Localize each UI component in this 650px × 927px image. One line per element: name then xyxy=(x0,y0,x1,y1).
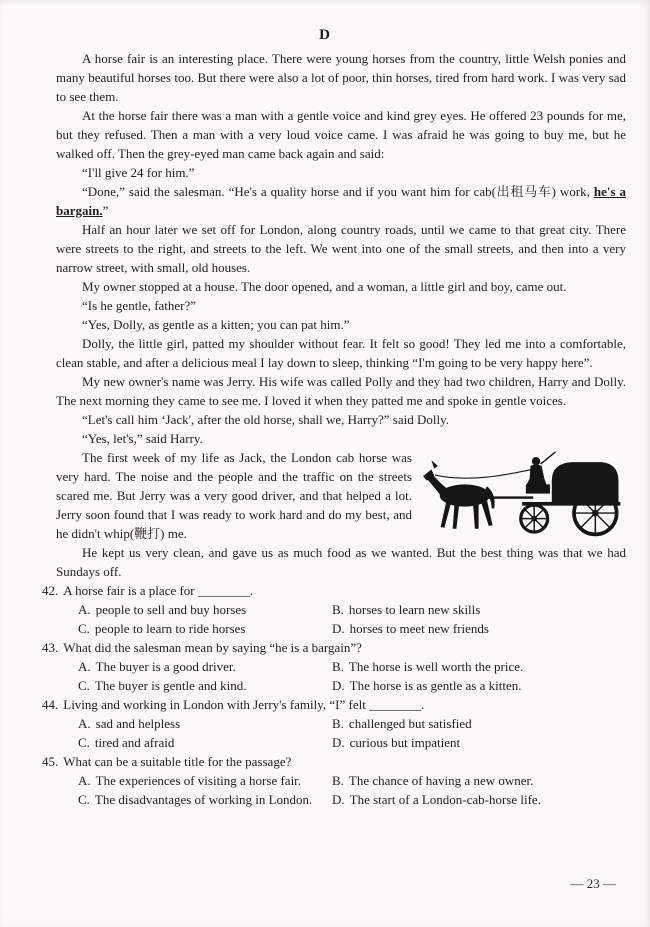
paragraph-text: “Done,” said the salesman. “He's a quality horse and if you want him for cab(出租马车) work, xyxy=(82,184,594,199)
page-content xyxy=(0,49,650,809)
passage-paragraph: The first week of my life as Jack, the London cab horse was very hard. The noise and the people and the traffic on the streets scared me. But Jerry was a very good driver, and that helped a lot. Jerry soon found that I was ready to work hard and do my best, and he didn't whip(鞭打) me. xyxy=(56,450,412,541)
passage-paragraph: “Let's call him ‘Jack', after the old horse, shall we, Harry?” said Dolly. xyxy=(82,412,449,427)
question-stem: What can be a suitable title for the passage? xyxy=(63,754,292,769)
questions-section xyxy=(42,581,626,809)
answer-option-a xyxy=(78,771,332,790)
question-45 xyxy=(42,752,626,809)
answer-option-c xyxy=(78,676,332,695)
answer-option-b xyxy=(332,714,626,733)
answer-option-c xyxy=(78,619,332,638)
option-text: challenged but satisfied xyxy=(348,716,472,731)
option-text: tired and afraid xyxy=(94,735,175,750)
option-label: A. xyxy=(78,602,91,617)
passage-paragraph: Half an hour later we set off for London, along country roads, until we came to that great city. There were streets to the right, and streets to the left. We went into one of the small streets, and then into a very narrow street, with small, old houses. xyxy=(56,222,626,275)
option-label: D. xyxy=(332,735,345,750)
question-options xyxy=(78,771,626,809)
answer-option-b xyxy=(332,657,626,676)
option-label: C. xyxy=(78,678,90,693)
question-stem-row xyxy=(42,695,626,714)
question-options xyxy=(78,600,626,638)
passage-paragraph: My new owner's name was Jerry. His wife was called Polly and they had two children, Harry and Dolly. The next morning they came to see me. I loved it when they patted me and spoke in gentle voices. xyxy=(56,374,626,408)
answer-option-d xyxy=(332,733,626,752)
option-text: horses to meet new friends xyxy=(349,621,489,636)
option-label: D. xyxy=(332,621,345,636)
answer-option-b xyxy=(332,600,626,619)
option-label: B. xyxy=(332,773,344,788)
option-label: C. xyxy=(78,621,90,636)
option-text: people to learn to ride horses xyxy=(94,621,246,636)
question-number: 45. xyxy=(42,754,59,769)
passage-paragraph xyxy=(56,182,626,220)
page-number: — 23 — xyxy=(570,876,616,891)
passage-paragraph: My owner stopped at a house. The door opened, and a woman, a little girl and boy, came out. xyxy=(82,279,567,294)
passage-paragraph: “Yes, let's,” said Harry. xyxy=(82,431,203,446)
answer-option-d xyxy=(332,790,626,809)
answer-option-d xyxy=(332,676,626,695)
answer-option-d xyxy=(332,619,626,638)
option-label: A. xyxy=(78,659,91,674)
paragraph-with-illustration xyxy=(42,448,626,543)
passage-paragraph: Dolly, the little girl, patted my shoulder without fear. It felt so good! They led me into a comfortable, clean stable, and after a delicious meal I lay down to sleep, thinking “I'm going to be very happy here”. xyxy=(56,336,626,370)
paragraph-text: ” xyxy=(102,203,109,218)
question-42 xyxy=(42,581,626,638)
option-text: The start of a London-cab-horse life. xyxy=(349,792,541,807)
option-text: sad and helpless xyxy=(95,716,181,731)
option-label: D. xyxy=(332,792,345,807)
option-text: The buyer is a good driver. xyxy=(95,659,236,674)
underlined-phrase: he's a bargain. xyxy=(56,184,626,218)
option-label: B. xyxy=(332,602,344,617)
option-text: people to sell and buy horses xyxy=(95,602,247,617)
question-number: 43. xyxy=(42,640,59,655)
option-label: A. xyxy=(78,716,91,731)
question-43 xyxy=(42,638,626,695)
option-label: A. xyxy=(78,773,91,788)
passage-paragraph: “Is he gentle, father?” xyxy=(82,298,197,313)
passage-paragraph: “I'll give 24 for him.” xyxy=(82,165,195,180)
question-44 xyxy=(42,695,626,752)
question-options xyxy=(78,657,626,695)
question-stem-row xyxy=(42,581,626,600)
option-text: horses to learn new skills xyxy=(348,602,481,617)
question-number: 44. xyxy=(42,697,59,712)
question-stem-row xyxy=(42,638,626,657)
passage-paragraph: At the horse fair there was a man with a gentle voice and kind grey eyes. He offered 23 pounds for me, but they refused. Then a man with a very loud voice came. I was afraid he was going to buy me, but he walked off. Then the grey-eyed man came back again and said: xyxy=(56,108,626,161)
option-text: curious but impatient xyxy=(349,735,461,750)
section-label: D xyxy=(319,27,331,43)
passage-paragraph: “Yes, Dolly, as gentle as a kitten; you can pat him.” xyxy=(82,317,350,332)
passage-paragraph: A horse fair is an interesting place. There were young horses from the country, little Welsh ponies and many beautiful horses too. But there were also a lot of poor, thin horses, tired from hard work. I was very sad to see them. xyxy=(56,51,626,104)
answer-option-b xyxy=(332,771,626,790)
option-label: D. xyxy=(332,678,345,693)
question-number: 42. xyxy=(42,583,59,598)
question-stem-row xyxy=(42,752,626,771)
question-stem: Living and working in London with Jerry's family, “I” felt ________. xyxy=(63,697,425,712)
answer-option-a xyxy=(78,714,332,733)
option-text: The disadvantages of working in London. xyxy=(94,792,313,807)
option-label: C. xyxy=(78,735,90,750)
question-stem: A horse fair is a place for ________. xyxy=(63,583,254,598)
option-label: B. xyxy=(332,659,344,674)
horse-carriage-illustration xyxy=(422,451,626,539)
option-text: The buyer is gentle and kind. xyxy=(94,678,247,693)
question-options xyxy=(78,714,626,752)
passage-paragraph: He kept us very clean, and gave us as much food as we wanted. But the best thing was that we had Sundays off. xyxy=(56,545,626,579)
option-text: The horse is well worth the price. xyxy=(348,659,524,674)
answer-option-c xyxy=(78,733,332,752)
option-label: C. xyxy=(78,792,90,807)
option-label: B. xyxy=(332,716,344,731)
option-text: The experiences of visiting a horse fair. xyxy=(95,773,302,788)
option-text: The horse is as gentle as a kitten. xyxy=(349,678,522,693)
answer-option-c xyxy=(78,790,332,809)
answer-option-a xyxy=(78,657,332,676)
answer-option-a xyxy=(78,600,332,619)
question-stem: What did the salesman mean by saying “he is a bargain”? xyxy=(63,640,362,655)
option-text: The chance of having a new owner. xyxy=(348,773,534,788)
reading-passage xyxy=(42,49,626,581)
